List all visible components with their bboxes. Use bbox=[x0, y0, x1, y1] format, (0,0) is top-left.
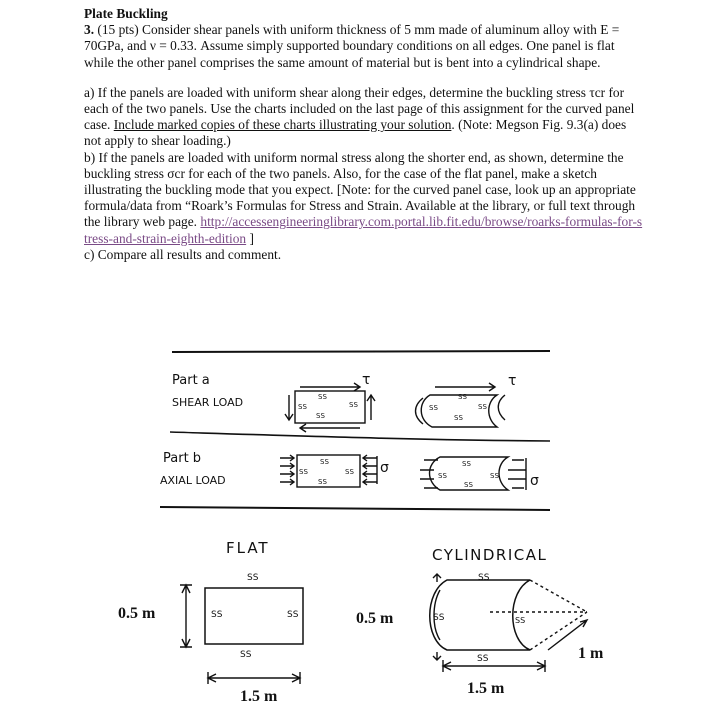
cyl-length-label: 1.5 m bbox=[467, 680, 505, 697]
flat-length-dimension bbox=[208, 672, 300, 684]
part-b-label: Part b bbox=[163, 451, 202, 466]
shear-cyl-ss-left: SS bbox=[429, 404, 438, 412]
part-c-paragraph: c) Compare all results and comment. bbox=[84, 246, 282, 262]
cyl-label: CYLINDRICAL bbox=[432, 546, 548, 564]
axial-flat-ss-left: SS bbox=[299, 468, 308, 476]
axial-flat-sigma: σ bbox=[380, 460, 389, 476]
shear-flat-ss-bottom: SS bbox=[316, 412, 325, 420]
shear-arrow-top bbox=[300, 383, 360, 391]
cyl-height-label: 0.5 m bbox=[356, 610, 394, 627]
shear-load-label: SHEAR LOAD bbox=[172, 396, 244, 409]
cyl-ss-right: SS bbox=[515, 616, 526, 625]
part-b-text: b) If the panels are loaded with uniform normal stress along the shorter end, as shown, determine the buckling stress σcr for each of the two panels. Also, for the case of the flat panel, make a sketch illustrating the buckling mode that you expect. [Note: for the curved panel case, look up an appropriate formula/data from “Roark’s Formulas for Stress and Strain. Available at the library, or full text through the library web page. bbox=[84, 149, 636, 230]
flat-height-label: 0.5 m bbox=[118, 605, 156, 622]
flat-height-dimension bbox=[180, 585, 192, 647]
axial-arrows-left bbox=[280, 455, 294, 485]
shear-flat-ss-left: SS bbox=[298, 403, 307, 411]
shear-cyl-arrow-top bbox=[435, 383, 495, 391]
shear-arrow-left bbox=[285, 395, 293, 420]
problem-number: 3. bbox=[84, 22, 95, 38]
axial-cyl-ss-bottom: SS bbox=[464, 481, 473, 489]
axial-cyl-sigma: σ bbox=[530, 473, 539, 489]
axial-flat-ss-top: SS bbox=[320, 458, 329, 466]
cyl-ss-bottom: SS bbox=[477, 654, 489, 664]
cyl-ss-top: SS bbox=[478, 573, 490, 583]
part-a-lead: a) If the panels are loaded with uniform shear along their edges, determine the buckling stress τcr for each of the two panels. Use the charts included on the last page of this assignment for the curved panel case. bbox=[84, 84, 635, 133]
shear-cyl-ss-right: SS bbox=[478, 403, 487, 411]
sketch-bottom-rule bbox=[160, 507, 550, 510]
shear-arrow-bottom bbox=[300, 424, 360, 432]
sketch-mid-rule bbox=[170, 432, 550, 441]
cyl-radius-label: 1 m bbox=[578, 645, 604, 662]
shear-cyl-tau: τ bbox=[508, 373, 517, 389]
shear-cyl-ss-top: SS bbox=[458, 393, 467, 401]
part-a-tail: . (Note: Megson Fig. 9.3(a) does not apply to shear loading.) bbox=[84, 117, 627, 149]
shear-cyl-ss-bottom: SS bbox=[454, 414, 463, 422]
cyl-length-dimension bbox=[443, 660, 545, 672]
shear-flat-tau: τ bbox=[362, 372, 371, 388]
cyl-radius-lines bbox=[490, 580, 587, 650]
part-a-underlined: Include marked copies of these charts illustrating your solution bbox=[113, 117, 452, 133]
flat-ss-top: SS bbox=[247, 573, 259, 583]
axial-cyl-ss-right: SS bbox=[490, 472, 499, 480]
axial-load-label: AXIAL LOAD bbox=[160, 474, 226, 487]
flat-label: FLAT bbox=[226, 539, 270, 557]
flat-length-label: 1.5 m bbox=[240, 688, 278, 705]
axial-flat-ss-bottom: SS bbox=[318, 478, 327, 486]
axial-cyl-ss-left: SS bbox=[438, 472, 447, 480]
shear-cyl-arrow-right bbox=[498, 395, 505, 420]
axial-cyl-ss-top: SS bbox=[462, 460, 471, 468]
cyl-ss-left: SS bbox=[433, 613, 445, 623]
axial-flat-ss-right: SS bbox=[345, 468, 354, 476]
flat-ss-left: SS bbox=[211, 610, 223, 620]
part-a-label: Part a bbox=[172, 373, 210, 388]
shear-arrow-right bbox=[367, 395, 375, 420]
axial-cyl-arrows-right bbox=[508, 458, 526, 490]
shear-flat-ss-right: SS bbox=[349, 401, 358, 409]
part-b-bracket: ] bbox=[246, 230, 254, 246]
cyl-panel-outline bbox=[430, 580, 530, 650]
axial-arrows-right bbox=[363, 455, 377, 485]
sketch-top-rule bbox=[172, 351, 550, 352]
roarks-link[interactable]: http://accessengineeringlibrary.com.portal.lib.fit.edu/browse/roarks-formulas-for-stress-and-strain-eighth-edition bbox=[84, 214, 643, 246]
flat-ss-right: SS bbox=[287, 610, 299, 620]
problem-intro-text: (15 pts) Consider shear panels with uniform thickness of 5 mm made of aluminum alloy with E = 70GPa, and ν = 0.33. Assume simply supported boundary conditions on all edges. One panel is flat while the other panel comprises the same amount of material but is bent into a cylindrical shape. bbox=[84, 22, 620, 70]
section-title: Plate Buckling bbox=[84, 6, 168, 21]
flat-ss-bottom: SS bbox=[240, 650, 252, 660]
shear-flat-ss-top: SS bbox=[318, 393, 327, 401]
